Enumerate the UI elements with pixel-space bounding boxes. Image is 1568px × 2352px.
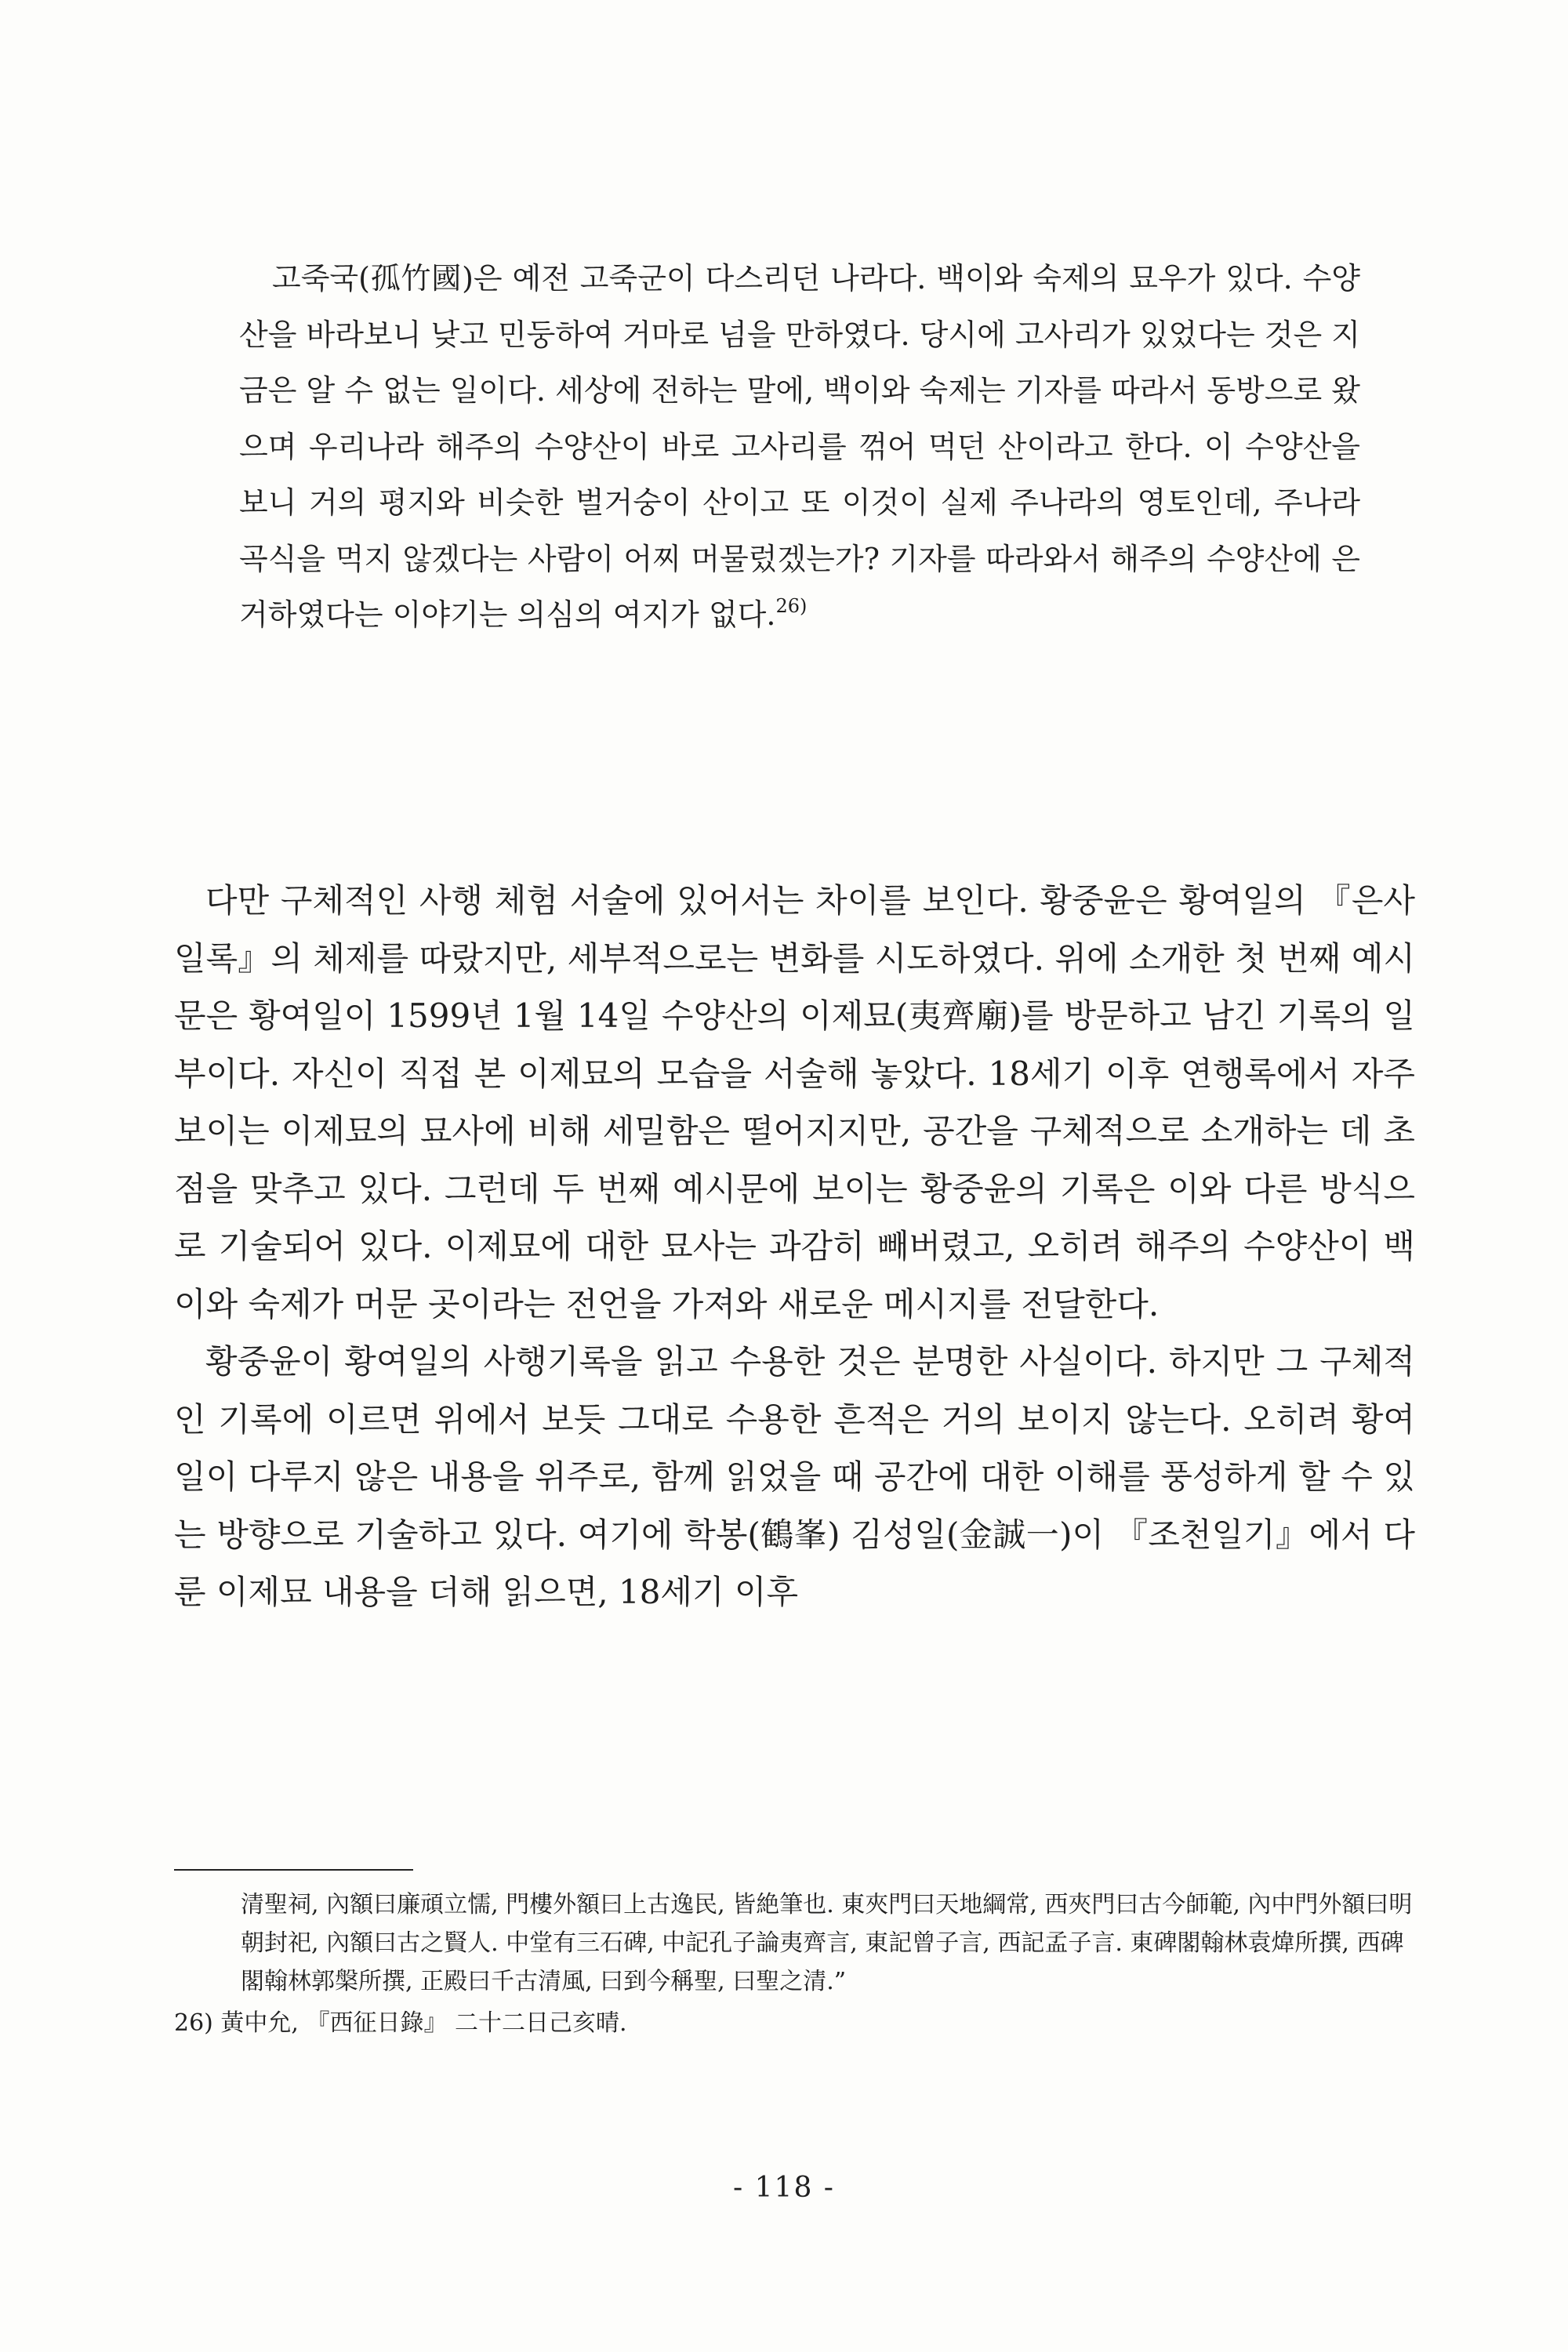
quote-paragraph [239, 251, 1360, 644]
footnote-reference[interactable]: 26) [775, 595, 808, 617]
footnote-divider [174, 1869, 413, 1871]
footnote-continuation: 清聖祠, 內額曰廉頑立懦, 門樓外額曰上古逸民, 皆絶筆也. 東夾門曰天地綱常, 西夾門曰古今師範, 內中門外額曰明朝封祀, 內額曰古之賢人. 中堂有三石碑, 中記孔子論夷齊言, 東記曾子言, 西記孟子言. 東碑閣翰林袁煒所撰, 西碑閣翰林郭槃所撰, 正殿曰千古清風, 曰到今稱聖, 曰聖之清.” [241, 1891, 1413, 1995]
footnote-26: 26) 黃中允, 『西征日錄』 二十二日己亥晴. [174, 2009, 627, 2037]
footnotes [174, 1886, 1415, 2042]
block-quote [239, 251, 1360, 644]
body-text [174, 872, 1415, 1621]
body-paragraph-2: 황중윤이 황여일의 사행기록을 읽고 수용한 것은 분명한 사실이다. 하지만 그 구체적인 기록에 이르면 위에서 보듯 그대로 수용한 흔적은 거의 보이지 않는다. 오히려 황여일이 다루지 않은 내용을 위주로, 함께 읽었을 때 공간에 대한 이해를 풍성하게 할 수 있는 방향으로 기술하고 있다. 여기에 학봉(鶴峯) 김성일(金誠一)이 『조천일기』에서 다룬 이제묘 내용을 더해 읽으면, 18세기 이후 [174, 1342, 1415, 1611]
quote-text: 고죽국(孤竹國)은 예전 고죽군이 다스리던 나라다. 백이와 숙제의 묘우가 있다. 수양산을 바라보니 낮고 민둥하여 거마로 넘을 만하였다. 당시에 고사리가 있었다는 것은 지금은 알 수 없는 일이다. 세상에 전하는 말에, 백이와 숙제는 기자를 따라서 동방으로 왔으며 우리나라 해주의 수양산이 바로 고사리를 꺾어 먹던 산이라고 한다. 이 수양산을 보니 거의 평지와 비슷한 벌거숭이 산이고 또 이것이 실제 주나라의 영토인데, 주나라 곡식을 먹지 않겠다는 사람이 어찌 머물렀겠는가? 기자를 따라와서 해주의 수양산에 은거하였다는 이야기는 의심의 여지가 없다. [239, 261, 1360, 632]
body-paragraph-1: 다만 구체적인 사행 체험 서술에 있어서는 차이를 보인다. 황중윤은 황여일의 『은사일록』의 체제를 따랐지만, 세부적으로는 변화를 시도하였다. 위에 소개한 첫 번째 예시문은 황여일이 1599년 1월 14일 수양산의 이제묘(夷齊廟)를 방문하고 남긴 기록의 일부이다. 자신이 직접 본 이제묘의 모습을 서술해 놓았다. 18세기 이후 연행록에서 자주 보이는 이제묘의 묘사에 비해 세밀함은 떨어지지만, 공간을 구체적으로 소개하는 데 초점을 맞추고 있다. 그런데 두 번째 예시문에 보이는 황중윤의 기록은 이와 다른 방식으로 기술되어 있다. 이제묘에 대한 묘사는 과감히 빼버렸고, 오히려 해주의 수양산이 백이와 숙제가 머문 곳이라는 전언을 가져와 새로운 메시지를 전달한다. [174, 881, 1415, 1323]
page-number: - 118 - [733, 2172, 835, 2204]
